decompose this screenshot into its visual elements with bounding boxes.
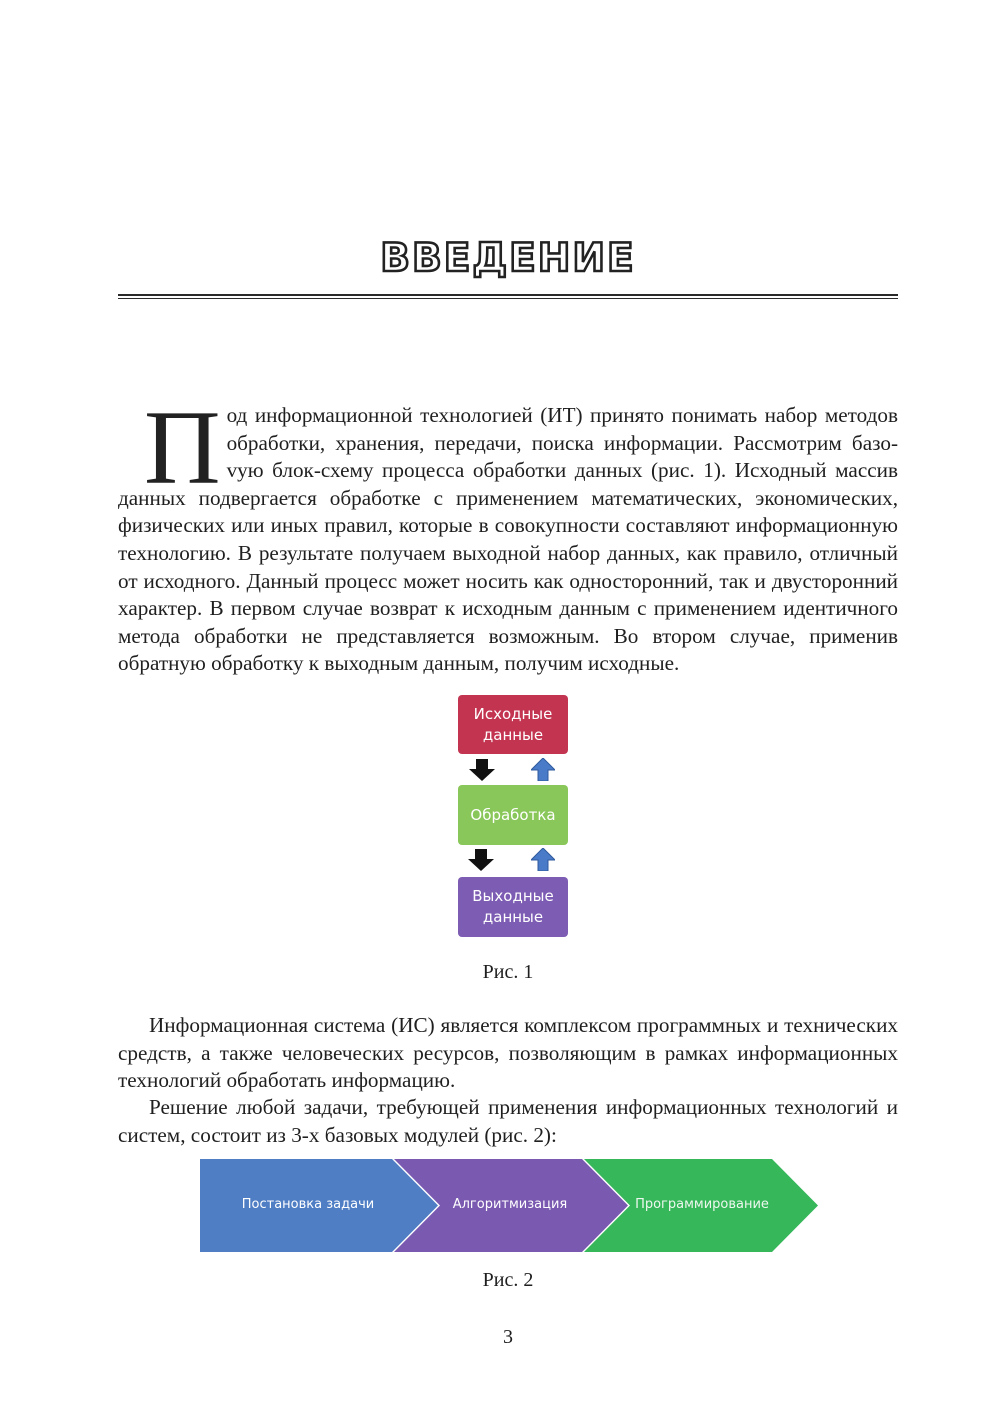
intro-paragraph [118, 389, 898, 678]
input-data-label: Исходные данные [473, 704, 553, 744]
step-label-problem-statement: Постановка задачи [241, 1197, 375, 1212]
drop-cap: П [144, 389, 221, 506]
page-number: 3 [503, 1326, 513, 1348]
figure-1-caption: Рис. 1 [482, 961, 534, 983]
figure-2-process-chevrons [200, 1159, 820, 1252]
paragraph-task-modules: Решение любой задачи, требующей применения информационных технологий и систем, состоит из 3-х базовых модулей (рис. 2): [118, 1095, 898, 1147]
processing-box [458, 785, 568, 845]
step-label-programming: Программирование [635, 1197, 769, 1212]
arrow-up-icon [531, 758, 555, 781]
input-data-box [458, 695, 568, 754]
output-data-box [458, 877, 568, 937]
output-data-label: Выходные данные [472, 887, 554, 926]
figure-2-caption: Рис. 2 [482, 1269, 534, 1291]
arrow-down-icon [469, 759, 495, 781]
figure-1-flowchart [458, 695, 568, 937]
title-rule-bottom [118, 298, 898, 299]
chapter-title: ВВЕДЕНИЕ [380, 236, 636, 281]
paragraph-information-system: Информационная система (ИС) является комплексом программных и технических средств, а также человеческих ресурсов, позволяющим в рамках информационных технологий обработать информацию. [118, 1013, 898, 1093]
title-rule-top [118, 294, 898, 296]
intro-text: од информационной технологией (ИТ) принято понимать набор методов обработки, хранения, передачи, поиска информации. Рассмотрим базоvую блок-схему процесса обработки данных (рис. 1). Исходный массив данных подвергается обработке с применением математических, экономических, физических или иных правил, которые в совокупности составляют информационную технологию. В результате получаем выходной набор данных, как правило, отличный от исходного. Данный процесс может носить как односторонний, так и двусторонний характер. В первом случае возврат к исходным данным с применением идентичного метода обработки не представляется возможным. Во втором случае, применив обратную обработку к выходным данным, получим исходные. [118, 403, 898, 676]
step-label-algorithmization: Алгоритмизация [452, 1197, 568, 1212]
processing-label: Обработка [470, 805, 556, 824]
arrow-up-icon [531, 848, 555, 871]
arrow-down-icon [468, 849, 494, 871]
